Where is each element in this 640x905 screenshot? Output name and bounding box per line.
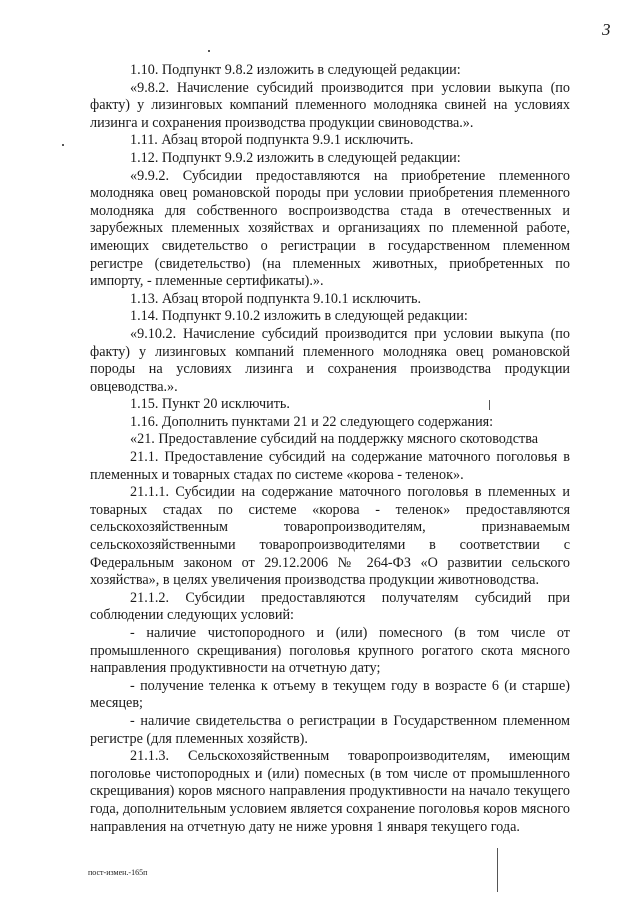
scan-mark	[497, 848, 498, 892]
paragraph-1-11: 1.11. Абзац второй подпункта 9.9.1 исключить.	[130, 132, 414, 149]
paragraph-21-1-3: 21.1.3. Сельскохозяйственным товаропроизводителям, имеющим поголовье чистопородных и (или) помесных (в том числе от промышленного скрещивания) коров мясного направления продуктивности на начало текущего года, дополнительным условием является сохранение поголовья коров мясного направления на отчетную дату не ниже уровня 1 января текущего года.	[90, 748, 570, 835]
paragraph-21-heading: «21. Предоставление субсидий на поддержку мясного скотоводства	[130, 431, 539, 448]
scan-mark	[489, 400, 490, 410]
paragraph-1-14: 1.14. Подпункт 9.10.2 изложить в следующей редакции:	[130, 308, 468, 325]
paragraph-21-1: 21.1. Предоставление субсидий на содержание маточного поголовья в племенных и товарных стадах по системе «корова - теленок».	[90, 449, 570, 483]
paragraph-9-8-2: «9.8.2. Начисление субсидий производится при условии выкупа (по факту) у лизинговых компаний племенного молодняка свиней на условиях лизинга и сохранения производства продукции свиноводства.».	[90, 79, 570, 131]
scan-mark	[62, 144, 64, 146]
paragraph-1-12: 1.12. Подпункт 9.9.2 изложить в следующей редакции:	[130, 149, 461, 166]
paragraph-1-15: 1.15. Пункт 20 исключить.	[130, 396, 290, 413]
paragraph-21-1-2: 21.1.2. Субсидии предоставляются получателям субсидий при соблюдении следующих условий:	[90, 589, 570, 624]
scan-mark	[208, 50, 210, 52]
paragraph-9-10-2: «9.10.2. Начисление субсидий производится при условии выкупа (по факту) у лизинговых компаний племенного молодняка овец романовской породы на условиях лизинга и сохранения производства продукции овцеводства.».	[90, 325, 570, 395]
condition-item-2: - получение теленка к отъему в текущем году в возрасте 6 (и старше) месяцев;	[90, 677, 570, 712]
paragraph-1-16: 1.16. Дополнить пунктами 21 и 22 следующего содержания:	[130, 413, 494, 430]
document-body	[90, 62, 570, 836]
condition-item-3: - наличие свидетельства о регистрации в Государственном племенном регистре (для племенных хозяйств).	[90, 712, 570, 747]
condition-item-1: - наличие чистопородного и (или) помесного (в том числе от промышленного скрещивания) поголовья крупного рогатого скота мясного направления продуктивности на отчетную дату;	[90, 625, 570, 677]
paragraph-9-9-2: «9.9.2. Субсидии предоставляются на приобретение племенного молодняка овец романовской породы при условии приобретения племенного молодняка для собственного воспроизводства стада в отечественных и зарубежных племенных хозяйствах и организациях по племенной работе, имеющих свидетельство о регистрации в государственном племенном регистре (свидетельство) (на племенных животных, приобретенных по импорту, - племенные сертификаты).».	[90, 167, 570, 290]
paragraph-1-10: 1.10. Подпункт 9.8.2 изложить в следующей редакции:	[130, 62, 461, 78]
footer-file-code: пост-измен.-165п	[88, 868, 148, 877]
paragraph-21-1-1: 21.1.1. Субсидии на содержание маточного поголовья в племенных и товарных стадах по системе «корова - теленок» предоставляются сельскохозяйственным товаропроизводителям, признаваемым сельскохозяйственными товаропроизводителями в соответствии с Федеральным законом от 29.12.2006 № 264-ФЗ «О развитии сельского хозяйства», в целях увеличения производства продукции животноводства.	[90, 484, 570, 589]
page-number: 3	[602, 20, 611, 39]
paragraph-1-13: 1.13. Абзац второй подпункта 9.10.1 исключить.	[130, 290, 422, 307]
